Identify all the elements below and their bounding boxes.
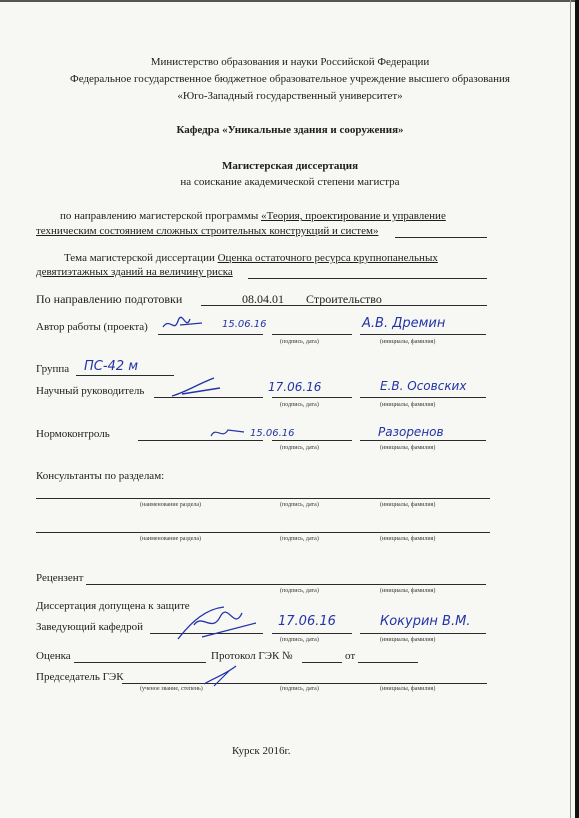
supervisor-sig-caption: (подпись, дата) — [280, 402, 319, 408]
author-signature-icon — [160, 313, 205, 337]
protocol-from-label: от — [345, 650, 356, 662]
author-sig-line-2 — [272, 334, 352, 335]
supervisor-sig-line-2 — [272, 397, 352, 398]
department-line: Кафедра «Уникальные здания и сооружения» — [176, 124, 404, 136]
grade-label: Оценка — [36, 650, 71, 662]
admission-label: Диссертация допущена к защите — [36, 600, 190, 612]
group-value: ПС-42 м — [84, 359, 139, 374]
scan-edge-top — [0, 0, 579, 2]
program-value-2: техническим состоянием сложных строительных конструкций и систем» — [36, 225, 379, 237]
normcontrol-name: Разоренов — [378, 425, 444, 439]
protocol-date-line — [358, 662, 418, 663]
topic-value-1: Оценка остаточного ресурса крупнопанельных — [217, 252, 438, 264]
protocol-number-line — [302, 662, 342, 663]
chairman-stroke-icon — [200, 660, 240, 690]
program-prefix: по направлению магистерской программы — [60, 210, 259, 222]
reviewer-label: Рецензент — [36, 572, 84, 584]
normcontrol-sig-line-2 — [272, 440, 352, 441]
consultant-row-2-section: (наименование раздела) — [140, 536, 202, 542]
supervisor-label: Научный руководитель — [36, 385, 145, 397]
normcontrol-name-line — [360, 440, 486, 441]
head-label: Заведующий кафедрой — [36, 621, 143, 633]
doc-purpose: на соискание академической степени магистра — [180, 176, 400, 188]
topic-line-2 — [36, 266, 233, 278]
normcontrol-signature-icon — [208, 422, 248, 442]
normcontrol-name-caption: (инициалы, фамилия) — [380, 445, 436, 451]
reviewer-sig-caption: (подпись, дата) — [280, 588, 319, 594]
direction-name: Строительство — [306, 292, 382, 306]
consultant-row-2-name: (инициалы, фамилия) — [380, 536, 436, 542]
consultant-row-2-line — [36, 532, 490, 533]
institution-line-2: «Юго-Западный государственный университет» — [177, 90, 403, 102]
normcontrol-label: Нормоконтроль — [36, 428, 110, 440]
normcontrol-sig-caption: (подпись, дата) — [280, 445, 319, 451]
supervisor-name-line — [360, 397, 486, 398]
consultants-label: Консультанты по разделам: — [36, 470, 165, 482]
author-name: А.В. Дремин — [362, 316, 446, 331]
head-date: 17.06.16 — [278, 614, 336, 629]
supervisor-name-caption: (инициалы, фамилия) — [380, 402, 436, 408]
consultant-row-2-sig: (подпись, дата) — [280, 536, 319, 542]
topic-prefix: Тема магистерской диссертации — [64, 252, 215, 264]
reviewer-line — [86, 584, 486, 585]
direction-code: 08.04.01 — [242, 292, 284, 306]
chairman-rank-caption: (ученое звание, степень) — [140, 686, 203, 692]
supervisor-signature-icon — [168, 374, 228, 400]
author-date: 15.06.16 — [222, 319, 267, 330]
head-name-caption: (инициалы, фамилия) — [380, 637, 436, 643]
institution-line-1: Федеральное государственное бюджетное образовательное учреждение высшего образования — [70, 73, 510, 85]
consultant-row-1-name: (инициалы, фамилия) — [380, 502, 436, 508]
head-signature-icon — [172, 603, 262, 645]
head-sig-caption: (подпись, дата) — [280, 637, 319, 643]
topic-value-2: девятиэтажных зданий на величину риска — [36, 266, 233, 278]
supervisor-name: Е.В. Осовских — [380, 379, 467, 393]
consultant-row-1-line — [36, 498, 490, 499]
head-name-line — [360, 633, 486, 634]
program-underline — [395, 237, 487, 238]
topic-line-1 — [64, 252, 438, 264]
scan-edge-right — [575, 0, 579, 818]
topic-underline — [248, 278, 487, 279]
grade-line — [74, 662, 206, 663]
program-line-1 — [60, 210, 446, 222]
head-name: Кокурин В.М. — [380, 614, 471, 629]
group-underline — [76, 375, 174, 376]
protocol-label: Протокол ГЭК № — [211, 650, 293, 662]
consultant-row-1-section: (наименование раздела) — [140, 502, 202, 508]
program-line-2 — [36, 225, 378, 237]
chairman-label: Председатель ГЭК — [36, 671, 124, 683]
program-value-1: «Теория, проектирование и управление — [261, 210, 446, 222]
ministry-line: Министерство образования и науки Российской Федерации — [150, 56, 430, 68]
consultant-row-1-sig: (подпись, дата) — [280, 502, 319, 508]
reviewer-name-caption: (инициалы, фамилия) — [380, 588, 436, 594]
doc-type: Магистерская диссертация — [221, 160, 359, 172]
direction-label: По направлению подготовки — [36, 292, 183, 306]
scan-edge-right-inner — [570, 0, 571, 818]
chairman-name-caption: (инициалы, фамилия) — [380, 686, 436, 692]
chairman-line — [122, 683, 487, 684]
group-label: Группа — [36, 363, 70, 375]
author-sig-caption: (подпись, дата) — [280, 339, 319, 345]
author-name-caption: (инициалы, фамилия) — [380, 339, 436, 345]
head-sig-line-2 — [272, 633, 352, 634]
author-name-line — [360, 334, 486, 335]
author-label: Автор работы (проекта) — [36, 321, 148, 333]
city-year: Курск 2016г. — [232, 745, 291, 757]
normcontrol-date: 15.06.16 — [250, 428, 295, 439]
supervisor-date: 17.06.16 — [268, 380, 322, 394]
chairman-sig-caption: (подпись, дата) — [280, 686, 319, 692]
